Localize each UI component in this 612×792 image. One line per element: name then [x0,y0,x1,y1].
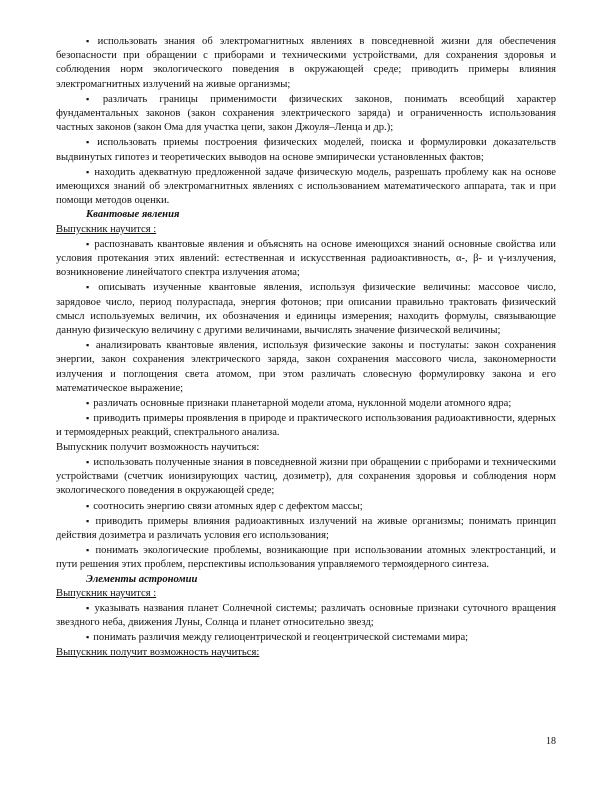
section-heading: Элементы астрономии [86,573,198,585]
plain-paragraph: Выпускник получит возможность научиться: [56,441,260,453]
bullet-text: ▪ находить адекватную предложенной задаче физическую модель, разрешать проблему как на основе имеющихся знаний об электромагнитных явлениях с использованием математического аппарата, так и при помощи методов оценки. [56,167,556,206]
bullet-paragraph [56,455,556,499]
bullet-paragraph [56,514,556,543]
bullet-text: ▪ использовать полученные знания в повседневной жизни при обращении с приборами и техническими устройствами (счетчик ионизирующих частиц, дозиметр), для сохранения здоровья и соблюдения норм экологического поведения в окружающей среде; [56,457,556,496]
bullet-text: ▪ анализировать квантовые явления, используя физические законы и постулаты: закон сохранения энергии, закон сохранения электрического заряда, закон сохранения массового числа, закономерности излучения и поглощения света атомом, при этом различать словесную формулировку закона и его математическое выражение; [56,340,556,394]
bullet-text: ▪ распознавать квантовые явления и объяснять на основе имеющихся знаний основные свойства или условия протекания этих явлений: естественная и искусственная радиоактивность, α-, β- и γ-излучения, возникновение линейчатого спектра излучения атома; [56,239,556,278]
bullet-text: ▪ различать основные признаки планетарной модели атома, нуклонной модели атомного ядра; [86,398,511,409]
page-number: 18 [546,736,556,747]
document-body [56,34,556,660]
bullet-text: ▪ соотносить энергию связи атомных ядер с дефектом массы; [86,501,363,512]
bullet-text: ▪ понимать различия между гелиоцентрической и геоцентрической системами мира; [86,632,468,643]
bullet-paragraph [56,396,556,411]
bullet-paragraph [56,543,556,572]
learner-outcome-label: Выпускник научится : [56,587,157,599]
bullet-text: ▪ различать границы применимости физических законов, понимать всеобщий характер фундаментальных законов (закон сохранения электрического заряда) и ограниченность использования частных законов (закон Ома для участка цепи, закон Джоуля–Ленца и др.); [56,94,556,133]
bullet-text: ▪ использовать приемы построения физических моделей, поиска и формулировки доказательств выдвинутых гипотез и теоретических выводов на основе эмпирически установленных фактов; [56,137,556,162]
bullet-paragraph [56,411,556,440]
bullet-text: ▪ приводить примеры проявления в природе и практического использования радиоактивности, ядерных и термоядерных реакций, спектрального анализа. [56,413,556,438]
bullet-paragraph [56,338,556,396]
bullet-paragraph [56,630,556,645]
bullet-text: ▪ указывать названия планет Солнечной системы; различать основные признаки суточного вращения звездного неба, движения Луны, Солнца и планет относительно звезд; [56,603,556,628]
learner-outcome-label: Выпускник получит возможность научиться: [56,646,260,658]
bullet-paragraph [56,92,556,136]
bullet-text: ▪ приводить примеры влияния радиоактивных излучений на живые организмы; понимать принцип действия дозиметра и различать условия его использования; [56,516,556,541]
bullet-text: ▪ описывать изученные квантовые явления, используя физические величины: массовое число, зарядовое число, период полураспада, энергия фотонов; при описании правильно трактовать физический смысл используемых величин, их обозначения и единицы измерения; находить формулы, связывающие данную физическую величину с другими величинами, вычислять значение физической величины; [56,282,556,336]
learner-outcome-label: Выпускник научится : [56,223,157,235]
bullet-text: ▪ понимать экологические проблемы, возникающие при использовании атомных электростанций, и пути решения этих проблем, перспективы использования управляемого термоядерного синтеза. [56,545,556,570]
bullet-paragraph [56,499,556,514]
section-heading: Квантовые явления [86,209,180,221]
bullet-paragraph [56,135,556,164]
bullet-paragraph [56,601,556,630]
bullet-text: ▪ использовать знания об электромагнитных явлениях в повседневной жизни для обеспечения безопасности при обращении с приборами и техническими устройствами, для сохранения здоровья и соблюдения норм экологического поведения в окружающей среде; приводить примеры влияния электромагнитных излучений на живые организмы; [56,36,556,90]
bullet-paragraph [56,34,556,92]
bullet-paragraph [56,237,556,281]
bullet-paragraph [56,165,556,209]
bullet-paragraph [56,280,556,338]
